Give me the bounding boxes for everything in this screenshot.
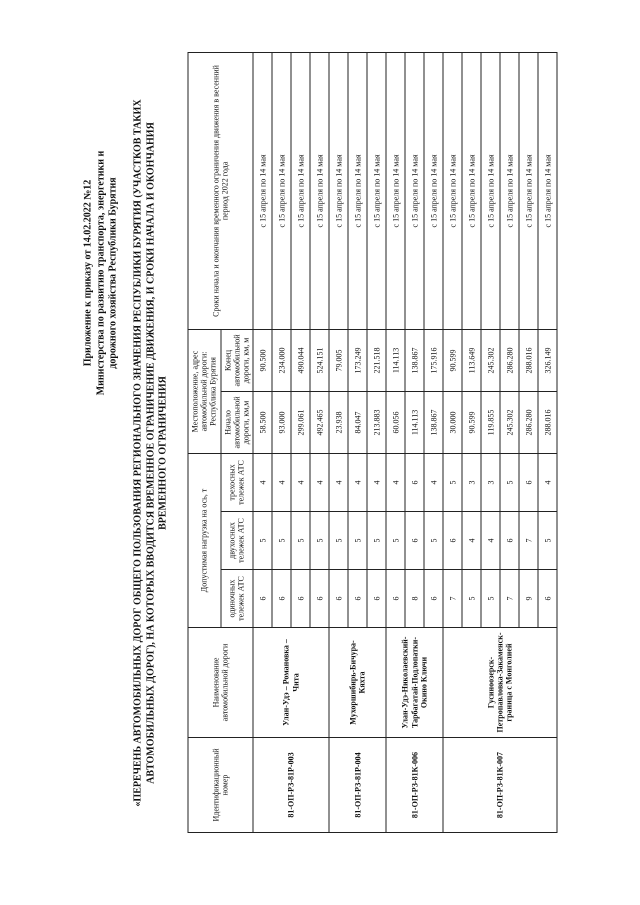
single-axle-cell: 6	[253, 569, 272, 627]
triple-axle-cell: 6	[519, 453, 538, 511]
period-cell: с 15 апреля по 14 мая	[424, 52, 443, 329]
start-km-cell: 60.056	[386, 391, 405, 453]
end-km-cell: 138.867	[405, 329, 424, 391]
period-cell: с 15 апреля по 14 мая	[272, 52, 291, 329]
start-km-cell: 213.883	[367, 391, 386, 453]
road-id-cell: 81-ОП-РЗ-81Р-003	[253, 737, 329, 832]
road-id-cell: 81-ОП-РЗ-81К-007	[443, 737, 557, 832]
start-km-cell: 245.302	[500, 391, 519, 453]
single-axle-cell: 5	[481, 569, 500, 627]
period-cell: с 15 апреля по 14 мая	[367, 52, 386, 329]
title-line: АВТОМОБИЛЬНЫХ ДОРОГ), НА КОТОРЫХ ВВОДИТСЯ ВРЕМЕННОЕ ОГРАНИЧЕНИЕ ДВИЖЕНИЯ, И СРОКИ НАЧАЛА И ОКОНЧАНИЯ	[145, 121, 156, 784]
start-km-cell: 90.599	[462, 391, 481, 453]
table-row	[253, 52, 272, 832]
appendix-note	[83, 63, 121, 483]
header-start: Начало автомобильной дороги, км,м	[221, 391, 254, 453]
period-cell: с 15 апреля по 14 мая	[386, 52, 405, 329]
start-km-cell: 119.855	[481, 391, 500, 453]
start-km-cell: 23.938	[329, 391, 348, 453]
single-axle-cell: 6	[367, 569, 386, 627]
period-cell: с 15 апреля по 14 мая	[310, 52, 329, 329]
double-axle-cell: 5	[424, 511, 443, 569]
single-axle-cell: 7	[500, 569, 519, 627]
title-line: «ПЕРЕЧЕНЬ АВТОМОБИЛЬНЫХ ДОРОГ ОБЩЕГО ПОЛЬЗОВАНИЯ РЕГИОНАЛЬНОГО ЗНАЧЕНИЯ РЕСПУБЛИКИ БУРЯТИЯ (УЧАСТКОВ ТАКИХ	[132, 98, 144, 807]
appendix-line: Приложение к приказу от 14.02.2022 №12	[82, 179, 94, 366]
double-axle-cell: 6	[405, 511, 424, 569]
road-id-cell: 81-ОП-РЗ-81К-006	[386, 737, 443, 832]
period-cell: с 15 апреля по 14 мая	[253, 52, 272, 329]
header-id: Идентификационный номер	[188, 737, 253, 832]
table-row	[386, 52, 405, 832]
start-km-cell: 58.500	[253, 391, 272, 453]
end-km-cell: 79.005	[329, 329, 348, 391]
single-axle-cell: 6	[348, 569, 367, 627]
triple-axle-cell: 3	[462, 453, 481, 511]
end-km-cell: 524.151	[310, 329, 329, 391]
double-axle-cell: 7	[519, 511, 538, 569]
start-km-cell: 492.465	[310, 391, 329, 453]
single-axle-cell: 6	[424, 569, 443, 627]
header-end: Конец автомобильной дороги, км, м	[221, 329, 254, 391]
road-name-cell: Гусиноозерск-Петропавловка-Закаменск-граница с Монголией	[443, 627, 557, 737]
single-axle-cell: 6	[310, 569, 329, 627]
period-cell: с 15 апреля по 14 мая	[462, 52, 481, 329]
end-km-cell: 113.649	[462, 329, 481, 391]
start-km-cell: 93.000	[272, 391, 291, 453]
triple-axle-cell: 4	[329, 453, 348, 511]
end-km-cell: 326.149	[538, 329, 557, 391]
header-double: двухосных тележек АТС	[221, 511, 254, 569]
start-km-cell: 84.047	[348, 391, 367, 453]
end-km-cell: 288.016	[519, 329, 538, 391]
end-km-cell: 234.000	[272, 329, 291, 391]
end-km-cell: 90.500	[253, 329, 272, 391]
title-line: ВРЕМЕННОГО ОГРАНИЧЕНИЯ	[157, 375, 169, 530]
double-axle-cell: 5	[253, 511, 272, 569]
start-km-cell: 30.000	[443, 391, 462, 453]
double-axle-cell: 6	[443, 511, 462, 569]
header-triple: трехосных тележек АТС	[221, 453, 254, 511]
end-km-cell: 286.280	[500, 329, 519, 391]
double-axle-cell: 5	[367, 511, 386, 569]
single-axle-cell: 7	[443, 569, 462, 627]
period-cell: с 15 апреля по 14 мая	[348, 52, 367, 329]
rotated-page	[28, 33, 613, 873]
end-km-cell: 173.249	[348, 329, 367, 391]
double-axle-cell: 5	[272, 511, 291, 569]
period-cell: с 15 апреля по 14 мая	[291, 52, 310, 329]
double-axle-cell: 5	[538, 511, 557, 569]
triple-axle-cell: 5	[443, 453, 462, 511]
single-axle-cell: 6	[272, 569, 291, 627]
double-axle-cell: 5	[310, 511, 329, 569]
double-axle-cell: 4	[481, 511, 500, 569]
start-km-cell: 114.113	[405, 391, 424, 453]
double-axle-cell: 4	[462, 511, 481, 569]
triple-axle-cell: 4	[310, 453, 329, 511]
start-km-cell: 286.280	[519, 391, 538, 453]
appendix-line: Министерства по развитию транспорта, энергетики и	[95, 150, 106, 395]
single-axle-cell: 8	[405, 569, 424, 627]
road-name-cell: Мухоршибирь-Бичура-Кяхта	[329, 627, 386, 737]
start-km-cell: 299.061	[291, 391, 310, 453]
end-km-cell: 90.599	[443, 329, 462, 391]
appendix-line: дорожного хозяйства Республики Бурятия	[107, 176, 119, 369]
triple-axle-cell: 5	[500, 453, 519, 511]
triple-axle-cell: 4	[272, 453, 291, 511]
double-axle-cell: 5	[386, 511, 405, 569]
triple-axle-cell: 4	[291, 453, 310, 511]
table-row	[329, 52, 348, 832]
period-cell: с 15 апреля по 14 мая	[481, 52, 500, 329]
triple-axle-cell: 4	[367, 453, 386, 511]
table-body	[253, 52, 557, 832]
period-cell: с 15 апреля по 14 мая	[443, 52, 462, 329]
triple-axle-cell: 4	[348, 453, 367, 511]
end-km-cell: 490.044	[291, 329, 310, 391]
period-cell: с 15 апреля по 14 мая	[405, 52, 424, 329]
road-name-cell: Улан-Удэ – Романовка – Чита	[253, 627, 329, 737]
start-km-cell: 288.016	[538, 391, 557, 453]
single-axle-cell: 6	[538, 569, 557, 627]
start-km-cell: 138.867	[424, 391, 443, 453]
triple-axle-cell: 4	[253, 453, 272, 511]
double-axle-cell: 5	[329, 511, 348, 569]
triple-axle-cell: 3	[481, 453, 500, 511]
table-row	[443, 52, 462, 832]
end-km-cell: 114.113	[386, 329, 405, 391]
header-single: одиночных тележек АТС	[221, 569, 254, 627]
single-axle-cell: 6	[386, 569, 405, 627]
single-axle-cell: 6	[291, 569, 310, 627]
period-cell: с 15 апреля по 14 мая	[500, 52, 519, 329]
header-load: Допустимая нагрузка на ось, т	[188, 453, 221, 627]
double-axle-cell: 5	[291, 511, 310, 569]
end-km-cell: 245.302	[481, 329, 500, 391]
single-axle-cell: 9	[519, 569, 538, 627]
end-km-cell: 175.916	[424, 329, 443, 391]
triple-axle-cell: 4	[424, 453, 443, 511]
triple-axle-cell: 4	[386, 453, 405, 511]
road-id-cell: 81-ОП-РЗ-81Р-004	[329, 737, 386, 832]
triple-axle-cell: 4	[538, 453, 557, 511]
end-km-cell: 221.518	[367, 329, 386, 391]
single-axle-cell: 5	[462, 569, 481, 627]
header-name: Наименование автомобильной дороги	[188, 627, 253, 737]
triple-axle-cell: 6	[405, 453, 424, 511]
period-cell: с 15 апреля по 14 мая	[519, 52, 538, 329]
header-period: Сроки начала и окончания временного ограничения движения в весенний период 2022 года	[188, 52, 253, 329]
double-axle-cell: 5	[348, 511, 367, 569]
road-name-cell: Улан-Удэ-Николаевский-Тарбагатай-Подлопатки-Окино Ключи	[386, 627, 443, 737]
double-axle-cell: 6	[500, 511, 519, 569]
roads-table	[188, 51, 558, 832]
header-location: Местоположение, адрес автомобильной дороги: Республика Бурятия	[188, 329, 221, 453]
single-axle-cell: 6	[329, 569, 348, 627]
document-title	[133, 73, 171, 833]
period-cell: с 15 апреля по 14 мая	[538, 52, 557, 329]
period-cell: с 15 апреля по 14 мая	[329, 52, 348, 329]
